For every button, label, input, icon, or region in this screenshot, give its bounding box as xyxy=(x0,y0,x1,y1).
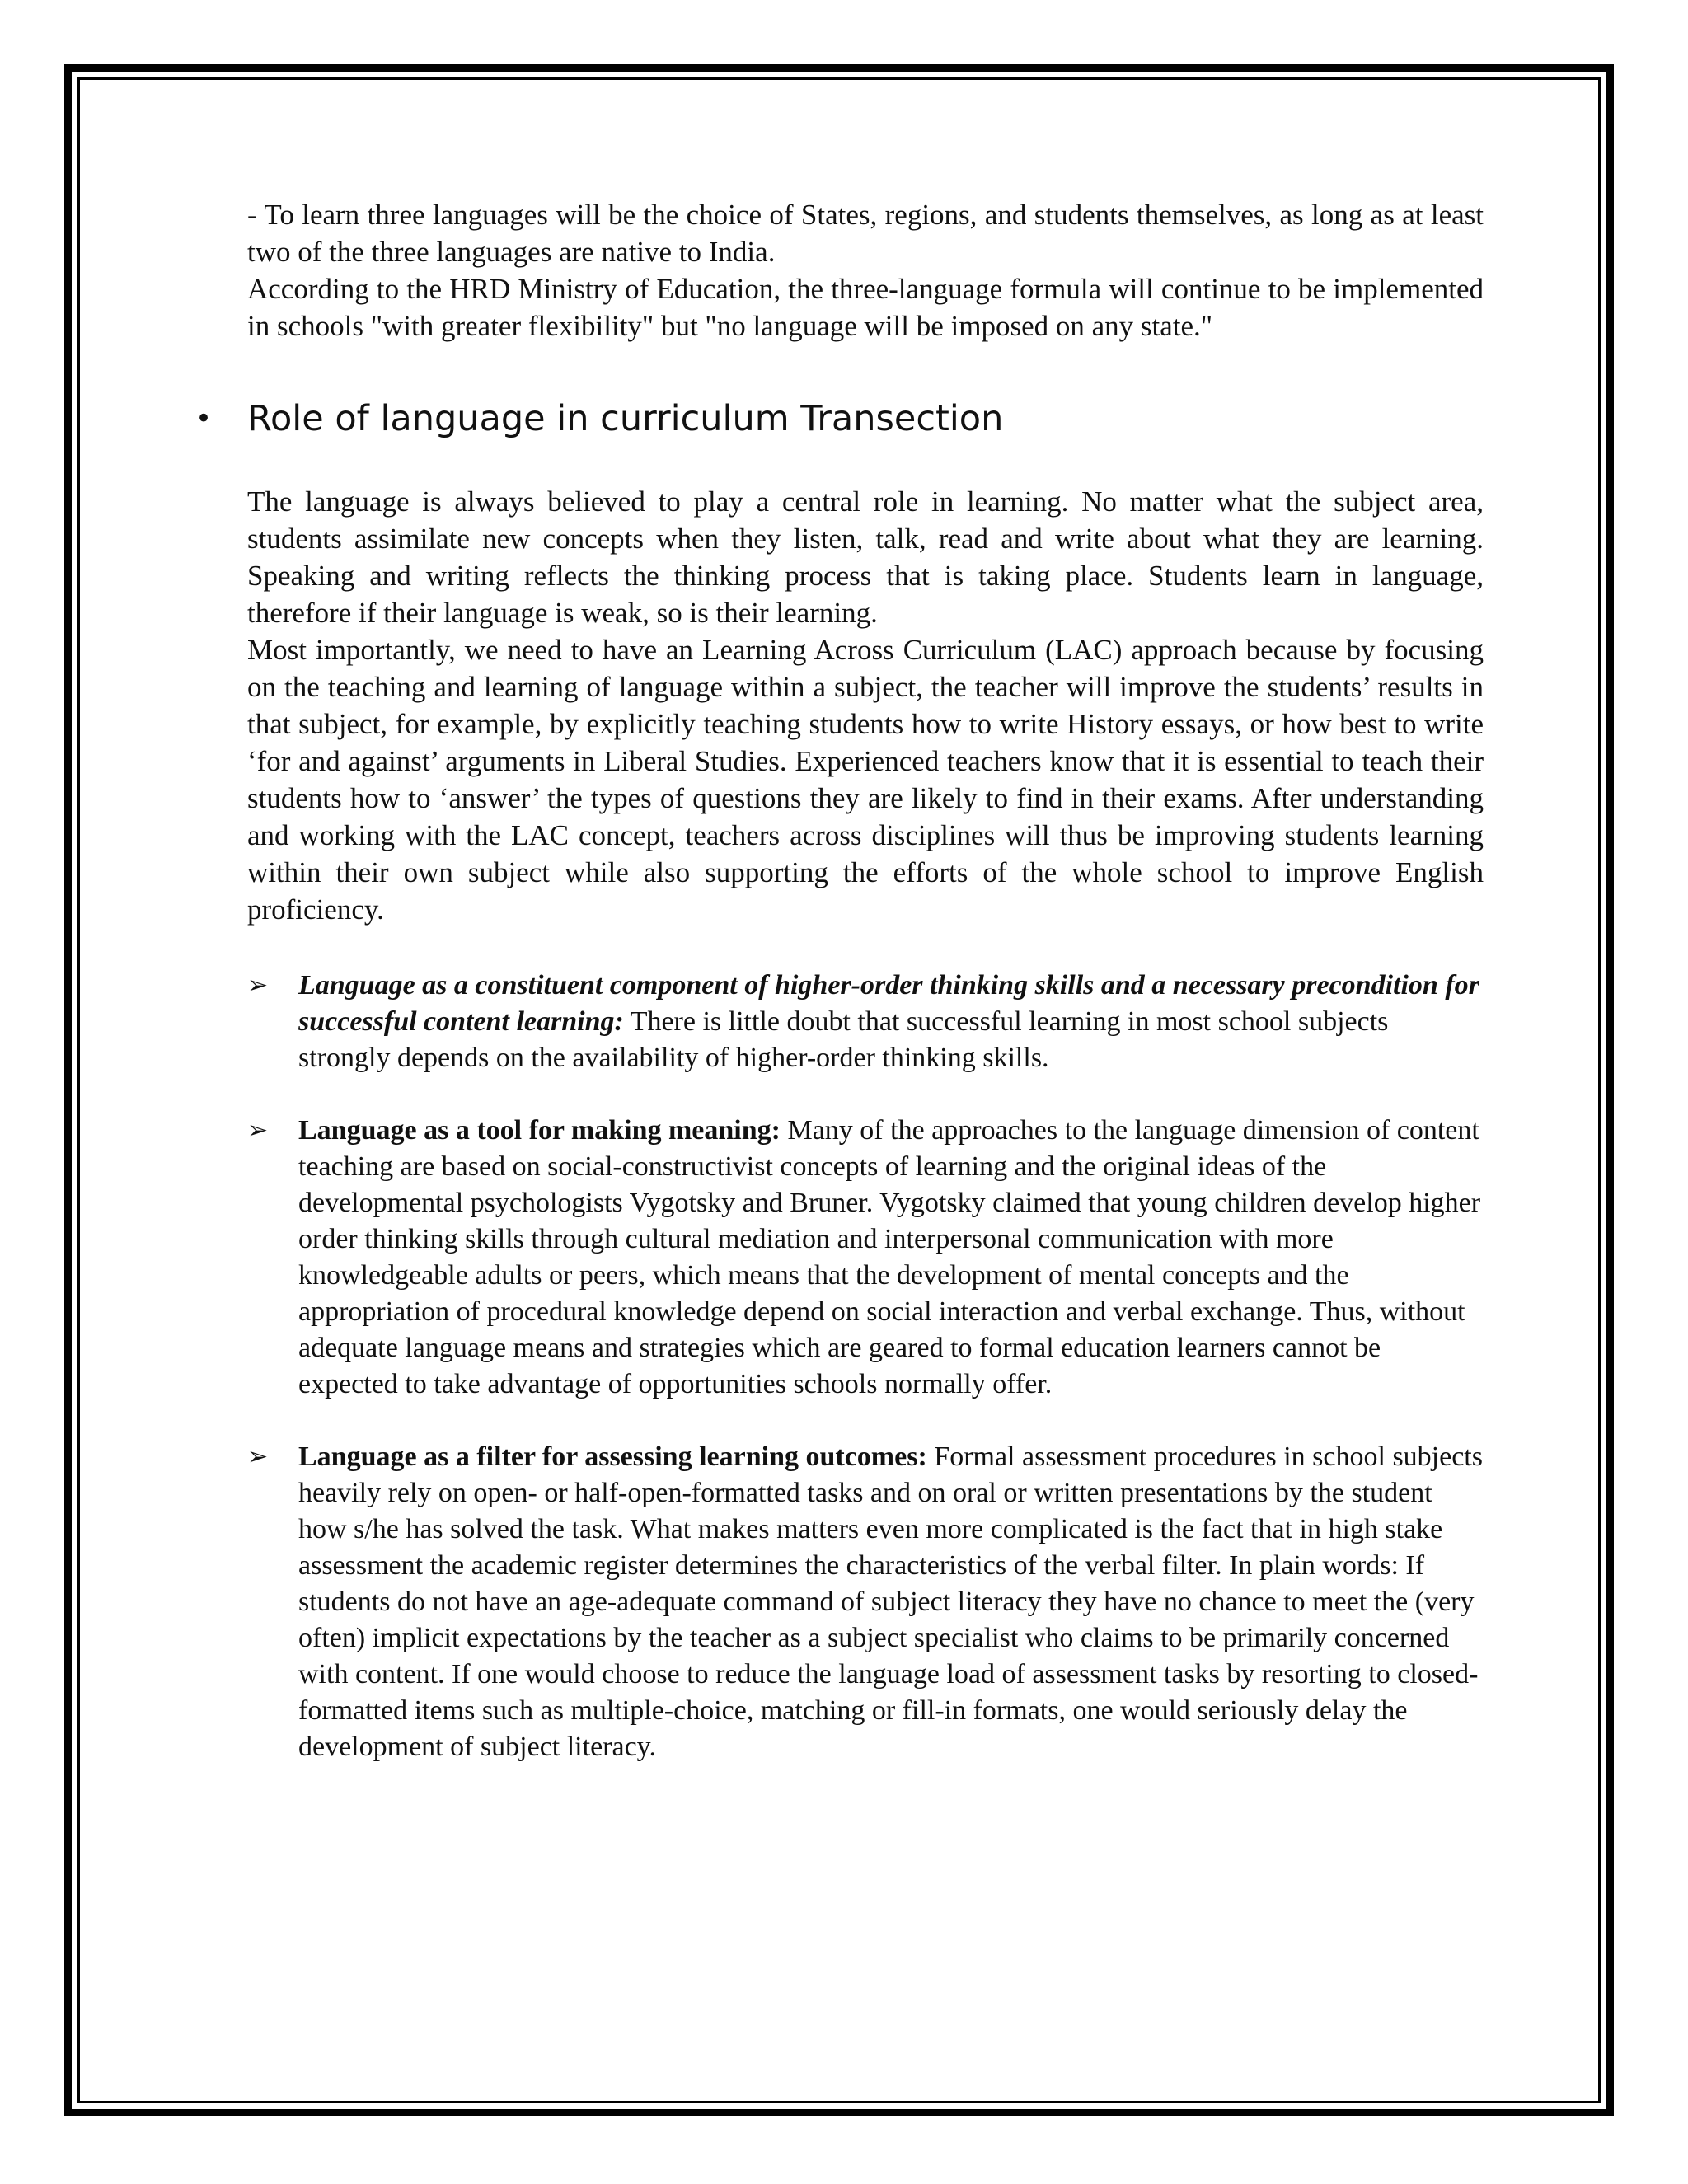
section-heading: Role of language in curriculum Transection xyxy=(247,398,1004,439)
list-item xyxy=(247,1439,1484,1765)
arrow-bullet-icon: ➢ xyxy=(247,1442,269,1471)
intro-paragraph-2: According to the HRD Ministry of Education, the three-language formula will continue to be implemented in schools "with greater flexibility" but "no language will be imposed on any state." xyxy=(247,273,1484,342)
list-item-text: Formal assessment procedures in school subjects heavily rely on open- or half-open-formatted tasks and on oral or written presentations by the student how s/he has solved the task. What makes matters even more complicated is the fact that in high stake assessment the academic register determines the characteristics of the verbal filter. In plain words: If students do not have an age-adequate command of subject literacy they have no chance to meet the (very often) implicit expectations by the teacher as a subject specialist who claims to be primarily concerned with content. If one would choose to reduce the language load of assessment tasks by resorting to closed-formatted items such as multiple-choice, matching or fill-in formats, one would seriously delay the development of subject literacy. xyxy=(298,1441,1483,1762)
bullet-icon: • xyxy=(195,402,213,435)
list-item-text: There is little doubt that successful learning in most school subjects strongly depends on the availability of higher-order thinking skills. xyxy=(298,1006,1389,1073)
section-heading-row xyxy=(195,394,1484,443)
arrow-bullet-icon: ➢ xyxy=(247,1116,269,1145)
section-body xyxy=(247,483,1484,928)
intro-paragraph-1: - To learn three languages will be the choice of States, regions, and students themselves, as long as at least two of the three languages are native to India. xyxy=(247,199,1484,268)
list-item-title: Language as a filter for assessing learning outcomes: xyxy=(298,1441,927,1472)
arrow-list xyxy=(247,968,1484,1765)
page-content xyxy=(195,196,1484,1802)
list-item-text: Many of the approaches to the language dimension of content teaching are based on social-constructivist concepts of learning and the original ideas of the developmental psychologists Vygotsky and Bruner. Vygotsky claimed that young children develop higher order thinking skills through cultural mediation and interpersonal communication with more knowledgeable adults or peers, which means that the development of mental concepts and the appropriation of procedural knowledge depend on social interaction and verbal exchange. Thus, without adequate language means and strategies which are geared to formal education learners cannot be expected to take advantage of opportunities schools normally offer. xyxy=(298,1115,1481,1399)
section-paragraph-2: Most importantly, we need to have an Learning Across Curriculum (LAC) approach because by focusing on the teaching and learning of language within a subject, the teacher will improve the students’ results in that subject, for example, by explicitly teaching students how to write History essays, or how best to write ‘for and against’ arguments in Liberal Studies. Experienced teachers know that it is essential to teach their students how to ‘answer’ the types of questions they are likely to find in their exams. After understanding and working with the LAC concept, teachers across disciplines will thus be improving students learning within their own subject while also supporting the efforts of the whole school to improve English proficiency. xyxy=(247,634,1484,926)
list-item-title: Language as a constituent component of higher-order thinking skills and a necessary precondition for successful content learning: xyxy=(298,970,1479,1037)
arrow-bullet-icon: ➢ xyxy=(247,971,269,1000)
list-item xyxy=(247,968,1484,1076)
list-item xyxy=(247,1113,1484,1403)
list-item-title: Language as a tool for making meaning: xyxy=(298,1115,781,1146)
section-paragraph-1: The language is always believed to play a central role in learning. No matter what the subject area, students assimilate new concepts when they listen, talk, read and write about what they are learning. Speaking and writing reflects the thinking process that is taking place. Students learn in language, therefore if their language is weak, so is their learning. xyxy=(247,485,1484,629)
